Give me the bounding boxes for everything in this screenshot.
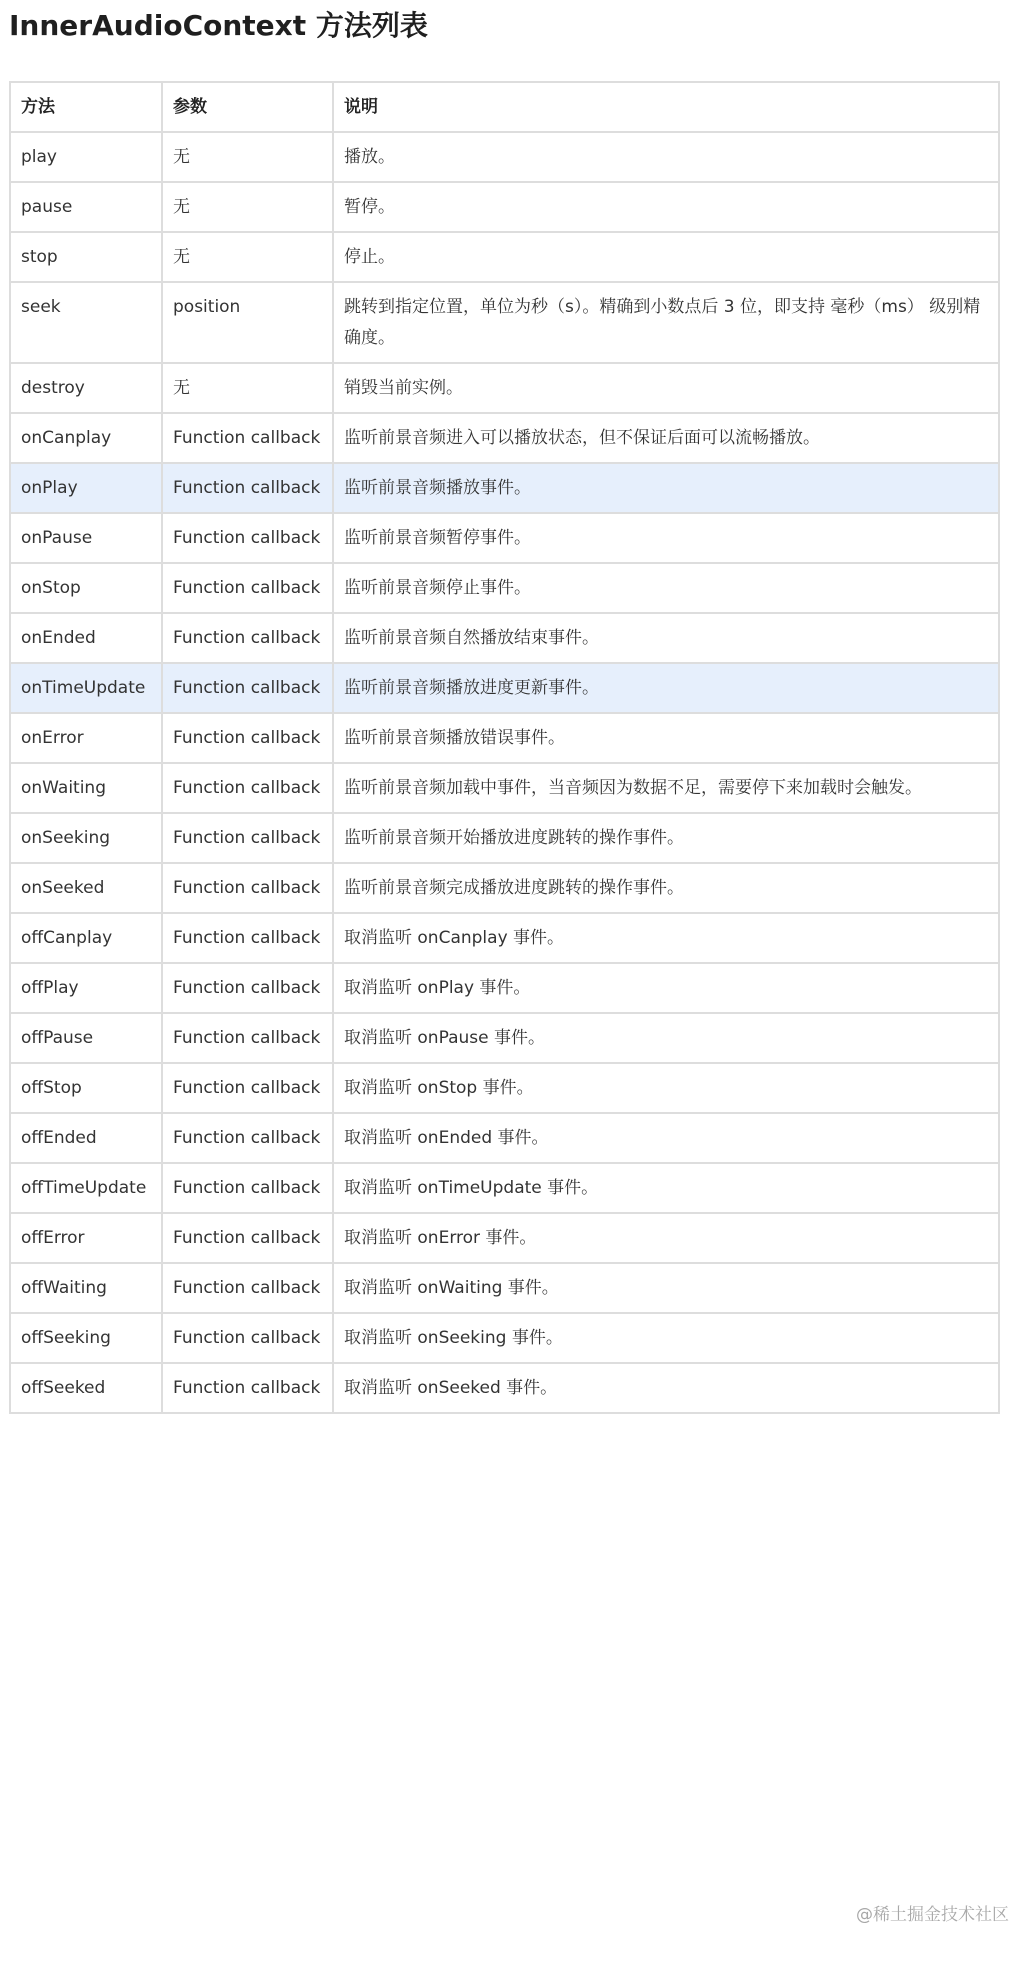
table-row bbox=[10, 713, 999, 763]
cell-method: destroy bbox=[10, 363, 162, 413]
cell-description: 监听前景音频播放事件。 bbox=[333, 463, 999, 513]
cell-param: Function callback bbox=[162, 563, 333, 613]
table-header-row bbox=[10, 82, 999, 132]
table-row bbox=[10, 963, 999, 1013]
cell-method: pause bbox=[10, 182, 162, 232]
table-row bbox=[10, 763, 999, 813]
cell-description: 取消监听 onError 事件。 bbox=[333, 1213, 999, 1263]
watermark: @稀土掘金技术社区 bbox=[856, 1905, 1009, 1925]
cell-method: play bbox=[10, 132, 162, 182]
table-row bbox=[10, 1363, 999, 1413]
table-row bbox=[10, 463, 999, 513]
cell-param: Function callback bbox=[162, 663, 333, 713]
cell-param: Function callback bbox=[162, 413, 333, 463]
cell-param: Function callback bbox=[162, 763, 333, 813]
cell-method: offTimeUpdate bbox=[10, 1163, 162, 1213]
cell-param: Function callback bbox=[162, 863, 333, 913]
table-row bbox=[10, 813, 999, 863]
cell-param: Function callback bbox=[162, 613, 333, 663]
table-row bbox=[10, 563, 999, 613]
cell-description: 取消监听 onSeeked 事件。 bbox=[333, 1363, 999, 1413]
cell-param: Function callback bbox=[162, 463, 333, 513]
cell-method: offEnded bbox=[10, 1113, 162, 1163]
cell-description: 监听前景音频开始播放进度跳转的操作事件。 bbox=[333, 813, 999, 863]
cell-description: 监听前景音频暂停事件。 bbox=[333, 513, 999, 563]
cell-method: onWaiting bbox=[10, 763, 162, 813]
cell-method: onStop bbox=[10, 563, 162, 613]
table-row bbox=[10, 1163, 999, 1213]
cell-param: Function callback bbox=[162, 1213, 333, 1263]
table-row bbox=[10, 613, 999, 663]
cell-param: Function callback bbox=[162, 713, 333, 763]
cell-param: 无 bbox=[162, 363, 333, 413]
table-row bbox=[10, 1013, 999, 1063]
table-row bbox=[10, 413, 999, 463]
cell-description: 监听前景音频进入可以播放状态，但不保证后面可以流畅播放。 bbox=[333, 413, 999, 463]
cell-param: 无 bbox=[162, 232, 333, 282]
cell-method: onCanplay bbox=[10, 413, 162, 463]
cell-param: Function callback bbox=[162, 813, 333, 863]
cell-method: offPause bbox=[10, 1013, 162, 1063]
header-description: 说明 bbox=[333, 82, 999, 132]
cell-param: 无 bbox=[162, 182, 333, 232]
cell-description: 监听前景音频播放错误事件。 bbox=[333, 713, 999, 763]
cell-param: Function callback bbox=[162, 963, 333, 1013]
cell-param: Function callback bbox=[162, 1363, 333, 1413]
cell-description: 取消监听 onStop 事件。 bbox=[333, 1063, 999, 1113]
cell-param: 无 bbox=[162, 132, 333, 182]
table-row bbox=[10, 1263, 999, 1313]
cell-method: stop bbox=[10, 232, 162, 282]
cell-method: onTimeUpdate bbox=[10, 663, 162, 713]
cell-description: 销毁当前实例。 bbox=[333, 363, 999, 413]
cell-method: onError bbox=[10, 713, 162, 763]
cell-description: 监听前景音频停止事件。 bbox=[333, 563, 999, 613]
table-row bbox=[10, 1063, 999, 1113]
cell-description: 暂停。 bbox=[333, 182, 999, 232]
cell-param: position bbox=[162, 282, 333, 363]
cell-method: offStop bbox=[10, 1063, 162, 1113]
cell-method: offWaiting bbox=[10, 1263, 162, 1313]
page-title: InnerAudioContext 方法列表 bbox=[9, 9, 428, 42]
table-row bbox=[10, 1213, 999, 1263]
cell-param: Function callback bbox=[162, 1163, 333, 1213]
cell-method: onSeeking bbox=[10, 813, 162, 863]
cell-description: 取消监听 onPause 事件。 bbox=[333, 1013, 999, 1063]
table-row bbox=[10, 363, 999, 413]
cell-param: Function callback bbox=[162, 513, 333, 563]
cell-param: Function callback bbox=[162, 1063, 333, 1113]
cell-description: 取消监听 onPlay 事件。 bbox=[333, 963, 999, 1013]
header-method: 方法 bbox=[10, 82, 162, 132]
cell-description: 取消监听 onCanplay 事件。 bbox=[333, 913, 999, 963]
cell-description: 取消监听 onEnded 事件。 bbox=[333, 1113, 999, 1163]
table-row bbox=[10, 913, 999, 963]
cell-method: offError bbox=[10, 1213, 162, 1263]
cell-method: seek bbox=[10, 282, 162, 363]
table-row bbox=[10, 132, 999, 182]
cell-description: 跳转到指定位置，单位为秒（s）。精确到小数点后 3 位，即支持 毫秒（ms） 级别精确度。 bbox=[333, 282, 999, 363]
cell-method: offSeeked bbox=[10, 1363, 162, 1413]
header-param: 参数 bbox=[162, 82, 333, 132]
table-row bbox=[10, 232, 999, 282]
cell-param: Function callback bbox=[162, 1313, 333, 1363]
table-body bbox=[10, 132, 999, 1413]
cell-param: Function callback bbox=[162, 1263, 333, 1313]
cell-param: Function callback bbox=[162, 1113, 333, 1163]
table-row bbox=[10, 863, 999, 913]
cell-method: onPause bbox=[10, 513, 162, 563]
cell-method: onPlay bbox=[10, 463, 162, 513]
table-row bbox=[10, 513, 999, 563]
cell-param: Function callback bbox=[162, 1013, 333, 1063]
table-row bbox=[10, 182, 999, 232]
methods-table bbox=[9, 81, 1000, 1414]
cell-method: onSeeked bbox=[10, 863, 162, 913]
cell-description: 取消监听 onWaiting 事件。 bbox=[333, 1263, 999, 1313]
cell-method: offPlay bbox=[10, 963, 162, 1013]
cell-description: 监听前景音频自然播放结束事件。 bbox=[333, 613, 999, 663]
cell-method: onEnded bbox=[10, 613, 162, 663]
cell-description: 监听前景音频加载中事件，当音频因为数据不足，需要停下来加载时会触发。 bbox=[333, 763, 999, 813]
cell-description: 停止。 bbox=[333, 232, 999, 282]
cell-description: 监听前景音频播放进度更新事件。 bbox=[333, 663, 999, 713]
cell-description: 取消监听 onSeeking 事件。 bbox=[333, 1313, 999, 1363]
cell-description: 监听前景音频完成播放进度跳转的操作事件。 bbox=[333, 863, 999, 913]
cell-description: 播放。 bbox=[333, 132, 999, 182]
table-row bbox=[10, 663, 999, 713]
table-row bbox=[10, 282, 999, 363]
cell-description: 取消监听 onTimeUpdate 事件。 bbox=[333, 1163, 999, 1213]
table-header bbox=[10, 82, 999, 132]
table-row bbox=[10, 1113, 999, 1163]
cell-method: offSeeking bbox=[10, 1313, 162, 1363]
cell-method: offCanplay bbox=[10, 913, 162, 963]
cell-param: Function callback bbox=[162, 913, 333, 963]
table-row bbox=[10, 1313, 999, 1363]
